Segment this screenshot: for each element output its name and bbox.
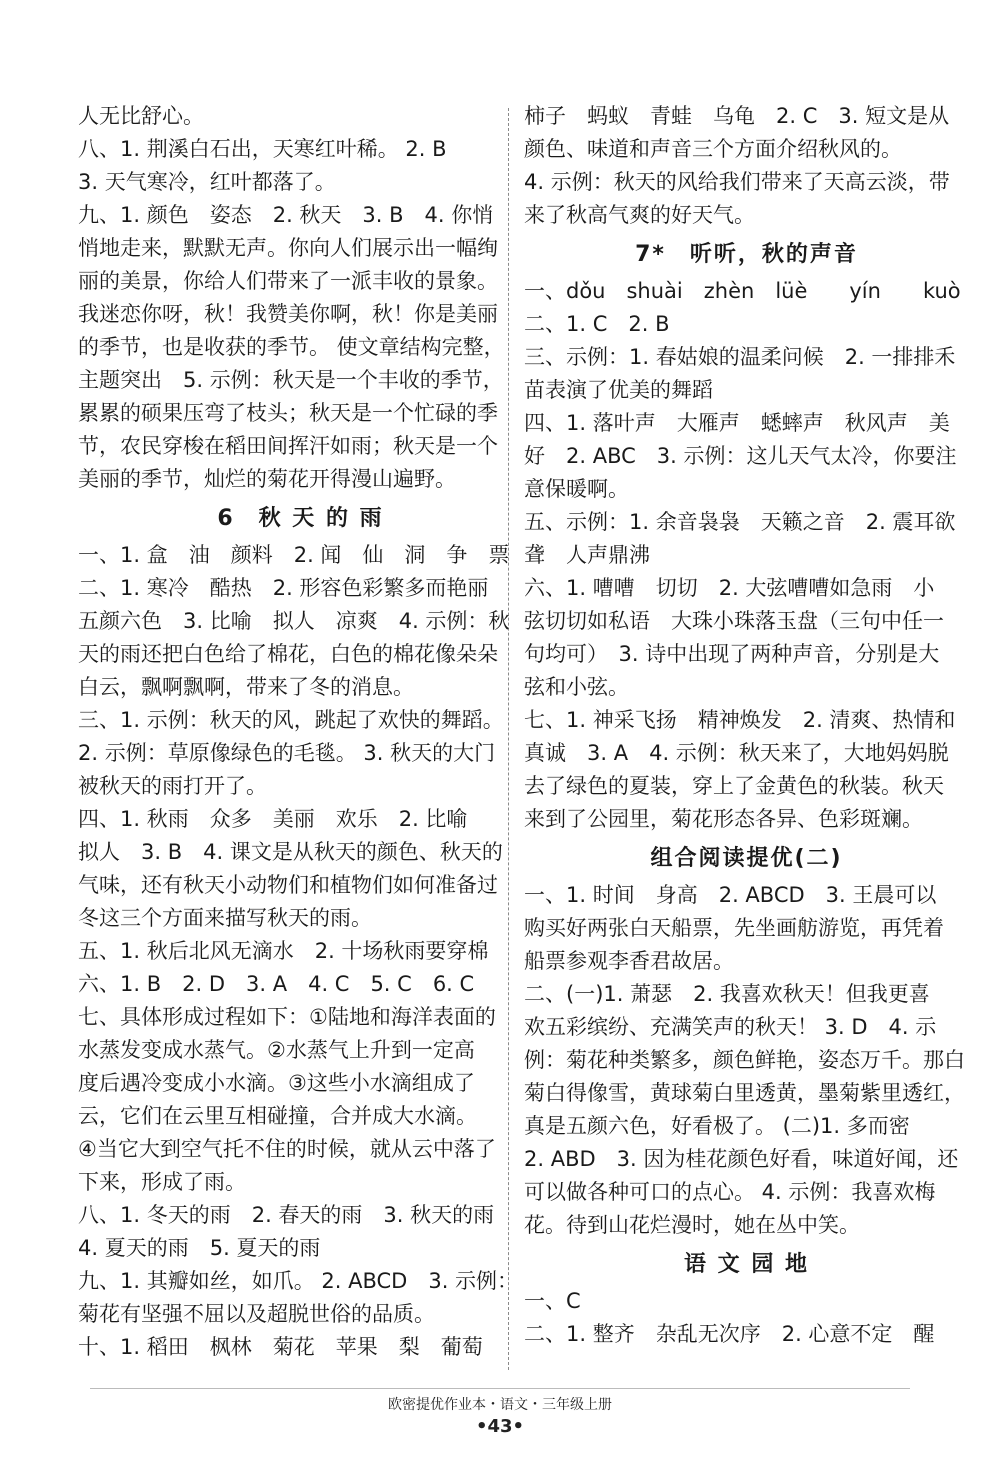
answer-line: 天的雨还把白色给了棉花，白色的棉花像朵朵 — [78, 642, 498, 666]
answer-line: 2. 示例：草原像绿色的毛毯。 3. 秋天的大门 — [78, 741, 496, 765]
answer-line: 去了绿色的夏装，穿上了金黄色的秋装。秋天 — [524, 774, 944, 798]
answer-line: 苗表演了优美的舞蹈 — [524, 378, 713, 402]
footer-rule — [90, 1388, 910, 1389]
answer-line: 累累的硕果压弯了枝头；秋天是一个忙碌的季 — [78, 401, 498, 425]
answer-line: 三、示例：1. 春姑娘的温柔问候 2. 一排排禾 — [524, 345, 956, 369]
answer-line: 冬这三个方面来描写秋天的雨。 — [78, 906, 372, 930]
page-number: •43• — [475, 1416, 525, 1437]
answer-line: ④当它大到空气托不住的时候，就从云中落了 — [78, 1137, 496, 1161]
lesson-6-title: 6 秋 天 的 雨 — [217, 506, 384, 531]
answer-line: 四、1. 落叶声 大雁声 蟋蟀声 秋风声 美 — [524, 411, 950, 435]
combined-reading-answers — [524, 879, 969, 1242]
answer-line: 真是五颜六色，好看极了。 (二)1. 多而密 — [524, 1114, 910, 1138]
answer-line: 4. 示例：秋天的风给我们带来了天高云淡，带 — [524, 170, 950, 194]
answer-line: 花。待到山花烂漫时，她在丛中笑。 — [524, 1213, 860, 1237]
answer-line: 例：菊花种类繁多，颜色鲜艳，姿态万千。那白 — [524, 1048, 965, 1072]
chinese-garden-title: 语 文 园 地 — [684, 1252, 809, 1277]
answer-line: 六、1. B 2. D 3. A 4. C 5. C 6. C — [78, 972, 475, 996]
answer-line: 节，农民穿梭在稻田间挥汗如雨；秋天是一个 — [78, 434, 498, 458]
lesson-7-answers — [524, 275, 969, 836]
answer-line: 一、C — [524, 1289, 581, 1313]
answer-line: 七、具体形成过程如下：①陆地和海洋表面的 — [78, 1005, 496, 1029]
answer-line: 悄地走来，默默无声。你向人们展示出一幅绚 — [78, 236, 498, 260]
answer-line: 二、1. 寒冷 酷热 2. 形容色彩繁多而艳丽 — [78, 576, 489, 600]
answer-line: 七、1. 神采飞扬 精神焕发 2. 清爽、热情和 — [524, 708, 956, 732]
answer-line: 句均可） 3. 诗中出现了两种声音，分别是大 — [524, 642, 940, 666]
answer-line: 拟人 3. B 4. 课文是从秋天的颜色、秋天的 — [78, 840, 503, 864]
answer-line: 来了秋高气爽的好天气。 — [524, 203, 755, 227]
answer-line: 弦切切如私语 大珠小珠落玉盘（三句中任一 — [524, 609, 944, 633]
left-answers-continued — [78, 100, 523, 496]
answer-line: 来到了公园里，菊花形态各异、色彩斑斓。 — [524, 807, 923, 831]
answer-line: 3. 天气寒冷，红叶都落了。 — [78, 170, 336, 194]
answer-line: 白云，飘啊飘啊，带来了冬的消息。 — [78, 675, 414, 699]
answer-line: 度后遇冷变成小水滴。③这些小水滴组成了 — [78, 1071, 475, 1095]
answer-line: 云，它们在云里互相碰撞，合并成大水滴。 — [78, 1104, 477, 1128]
answer-line: 六、1. 嘈嘈 切切 2. 大弦嘈嘈如急雨 小 — [524, 576, 935, 600]
answer-line: 九、1. 颜色 姿态 2. 秋天 3. B 4. 你悄 — [78, 203, 494, 227]
right-answers-continued — [524, 100, 969, 232]
answer-line: 二、(一)1. 萧瑟 2. 我喜欢秋天！但我更喜 — [524, 982, 930, 1006]
answer-line: 十、1. 稻田 枫林 菊花 苹果 梨 葡萄 — [78, 1335, 483, 1359]
answer-line: 聋 人声鼎沸 — [524, 543, 650, 567]
chinese-garden-answers — [524, 1285, 969, 1351]
answer-line: 4. 夏天的雨 5. 夏天的雨 — [78, 1236, 321, 1260]
answer-line: 真诚 3. A 4. 示例：秋天来了，大地妈妈脱 — [524, 741, 949, 765]
answer-line: 被秋天的雨打开了。 — [78, 774, 267, 798]
answer-line: 二、1. 整齐 杂乱无次序 2. 心意不定 醒 — [524, 1322, 935, 1346]
right-column — [524, 100, 969, 1351]
answer-line: 五、示例：1. 余音袅袅 天籁之音 2. 震耳欲 — [524, 510, 956, 534]
answer-line: 一、1. 时间 身高 2. ABCD 3. 王晨可以 — [524, 883, 937, 907]
answer-line: 人无比舒心。 — [78, 104, 204, 128]
answer-line: 四、1. 秋雨 众多 美丽 欢乐 2. 比喻 — [78, 807, 468, 831]
answer-line: 三、1. 示例：秋天的风，跳起了欢快的舞蹈。 — [78, 708, 504, 732]
answer-line: 可以做各种可口的点心。 4. 示例：我喜欢梅 — [524, 1180, 936, 1204]
left-column — [78, 100, 523, 1364]
answer-line: 弦和小弦。 — [524, 675, 629, 699]
answer-line: 二、1. C 2. B — [524, 312, 670, 336]
answer-line: 五、1. 秋后北风无滴水 2. 十场秋雨要穿棉 — [78, 939, 489, 963]
answer-line: 九、1. 其瓣如丝，如爪。 2. ABCD 3. 示例： — [78, 1269, 519, 1293]
answer-line: 八、1. 荆溪白石出，天寒红叶稀。 2. B — [78, 137, 447, 161]
lesson-6-answers — [78, 539, 523, 1364]
answer-line: 菊白得像雪，黄球菊白里透黄，墨菊紫里透红， — [524, 1081, 965, 1105]
answer-line: 意保暖啊。 — [524, 477, 629, 501]
answer-line: 五颜六色 3. 比喻 拟人 凉爽 4. 示例：秋 — [78, 609, 510, 633]
answer-line: 主题突出 5. 示例：秋天是一个丰收的季节， — [78, 368, 504, 392]
answer-line: 一、1. 盒 油 颜料 2. 闻 仙 洞 争 票 — [78, 543, 510, 567]
answer-line: 下来，形成了雨。 — [78, 1170, 246, 1194]
answer-line: 柿子 蚂蚁 青蛙 乌龟 2. C 3. 短文是从 — [524, 104, 950, 128]
answer-line: 水蒸发变成水蒸气。②水蒸气上升到一定高 — [78, 1038, 475, 1062]
footer-book-title: 欧密提优作业本・语文・三年级上册 — [388, 1397, 612, 1413]
answer-line: 我迷恋你呀，秋！我赞美你啊，秋！你是美丽 — [78, 302, 498, 326]
answer-line: 颜色、味道和声音三个方面介绍秋风的。 — [524, 137, 902, 161]
answer-line: 船票参观李香君故居。 — [524, 949, 734, 973]
combined-reading-title: 组合阅读提优(二) — [650, 846, 843, 871]
answer-line: 丽的美景，你给人们带来了一派丰收的景象。 — [78, 269, 498, 293]
lesson-7-title: 7* 听听，秋的声音 — [635, 242, 858, 267]
answer-line: 一、dǒu shuài zhèn lüè yín kuò — [524, 279, 961, 303]
answer-line: 气味，还有秋天小动物们和植物们如何准备过 — [78, 873, 498, 897]
answer-line: 好 2. ABC 3. 示例：这儿天气太冷，你要注 — [524, 444, 957, 468]
answer-line: 购买好两张白天船票，先坐画舫游览，再凭着 — [524, 916, 944, 940]
answer-line: 八、1. 冬天的雨 2. 春天的雨 3. 秋天的雨 — [78, 1203, 495, 1227]
answer-line: 欢五彩缤纷、充满笑声的秋天！ 3. D 4. 示 — [524, 1015, 937, 1039]
answer-line: 菊花有坚强不屈以及超脱世俗的品质。 — [78, 1302, 435, 1326]
answer-line: 的季节，也是收获的季节。 使文章结构完整， — [78, 335, 505, 359]
answer-line: 2. ABD 3. 因为桂花颜色好看，味道好闻，还 — [524, 1147, 959, 1171]
answer-line: 美丽的季节，灿烂的菊花开得漫山遍野。 — [78, 467, 456, 491]
